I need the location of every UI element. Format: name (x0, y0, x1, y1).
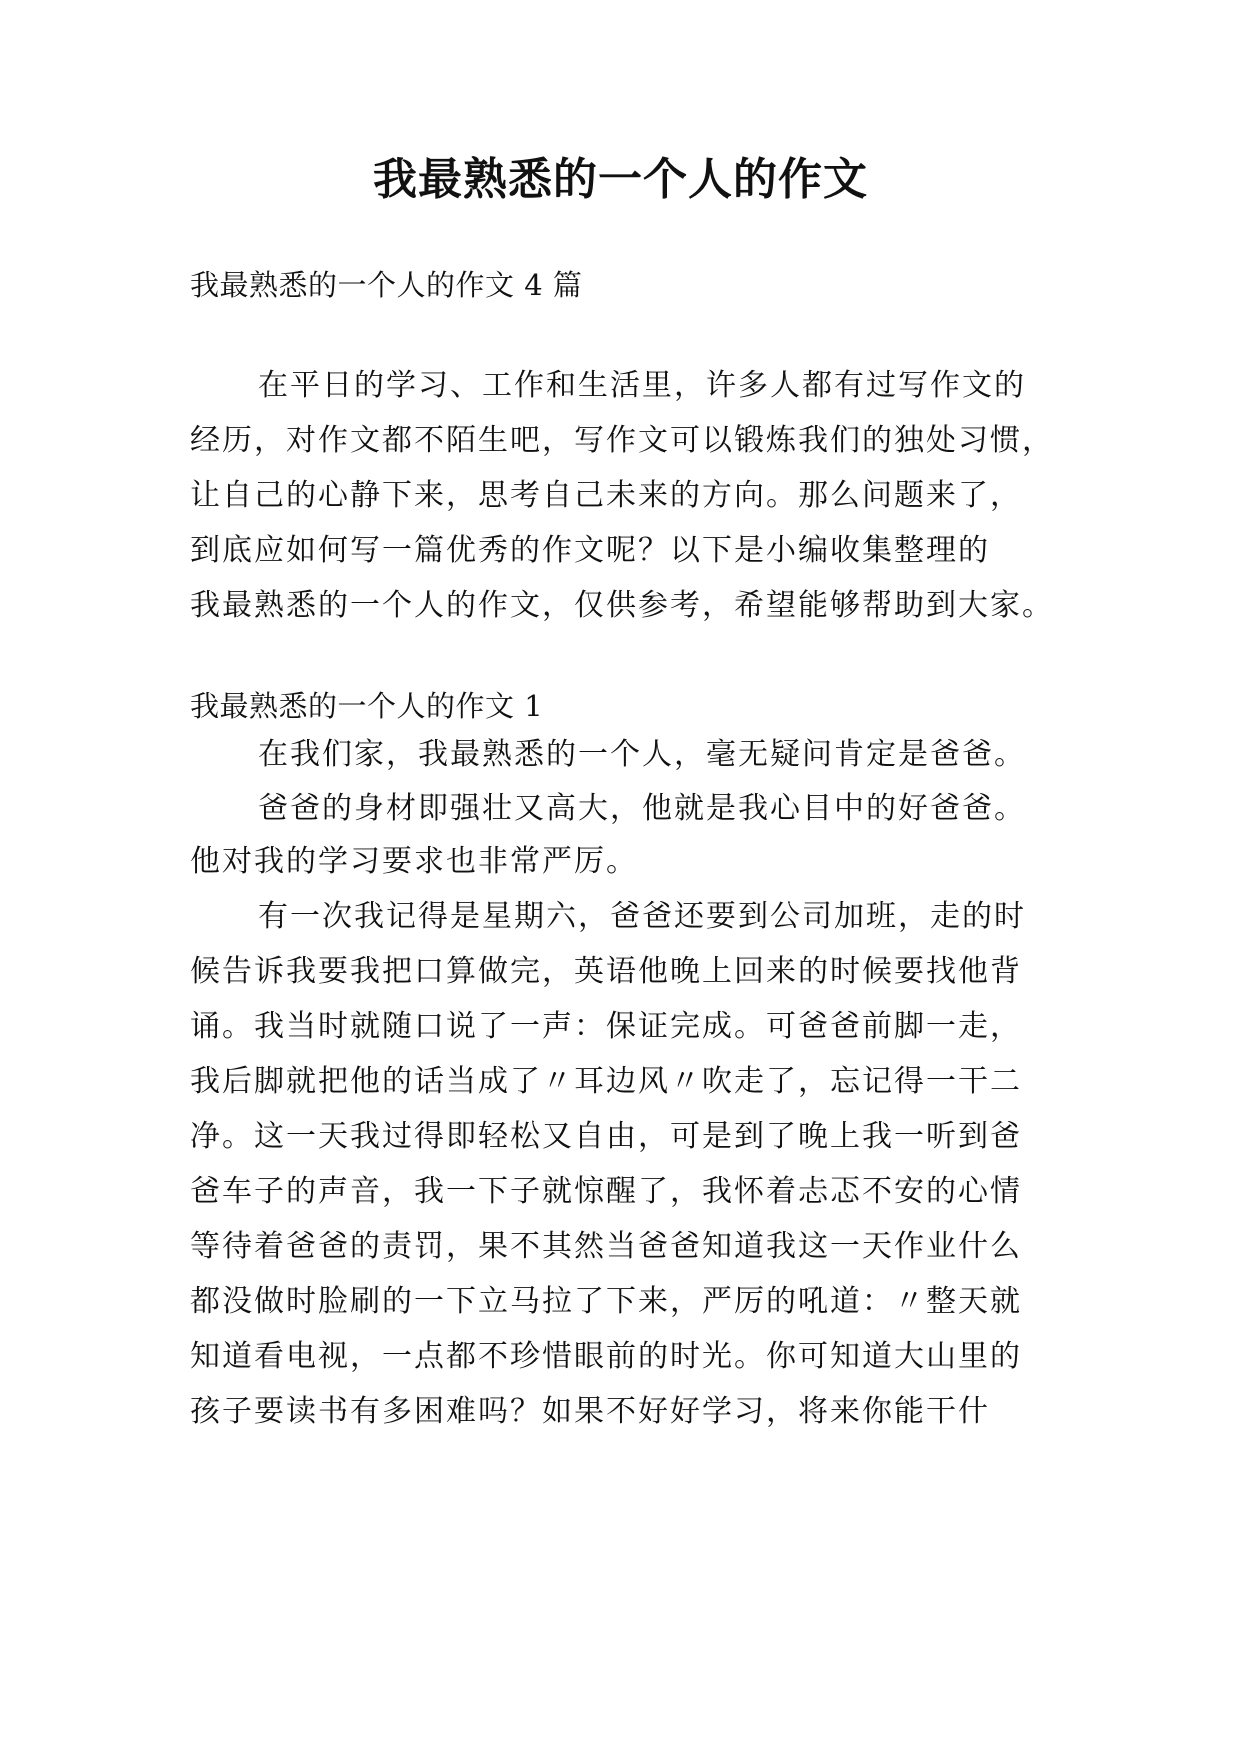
document-title: 我最熟悉的一个人的作文 (373, 154, 868, 205)
section-line: 我后脚就把他的话当成了〃耳边风〃吹走了，忘记得一干二 (190, 1064, 1022, 1099)
section-line: 爸车子的声音，我一下子就惊醒了，我怀着忐忑不安的心情 (190, 1174, 1022, 1209)
section-line: 诵。我当时就随口说了一声：保证完成。可爸爸前脚一走， (190, 1009, 1022, 1044)
section-line: 有一次我记得是星期六，爸爸还要到公司加班，走的时 (258, 899, 1026, 934)
section-line: 在我们家，我最熟悉的一个人，毫无疑问肯定是爸爸。 (258, 737, 1026, 772)
section-line: 知道看电视，一点都不珍惜眼前的时光。你可知道大山里的 (190, 1339, 1022, 1374)
section-line: 候告诉我要我把口算做完，英语他晚上回来的时候要找他背 (190, 954, 1022, 989)
intro-line: 让自己的心静下来，思考自己未来的方向。那么问题来了， (190, 478, 1022, 513)
document-subtitle: 我最熟悉的一个人的作文 4 篇 (190, 268, 583, 302)
intro-line: 经历，对作文都不陌生吧，写作文可以锻炼我们的独处习惯， (190, 423, 1054, 458)
section-line: 孩子要读书有多困难吗？如果不好好学习，将来你能干什 (190, 1394, 990, 1429)
section-line: 等待着爸爸的责罚，果不其然当爸爸知道我这一天作业什么 (190, 1229, 1022, 1264)
section-heading: 我最熟悉的一个人的作文 1 (190, 689, 544, 723)
intro-line: 在平日的学习、工作和生活里，许多人都有过写作文的 (258, 368, 1026, 403)
section-line: 净。这一天我过得即轻松又自由，可是到了晚上我一听到爸 (190, 1119, 1022, 1154)
section-line: 都没做时脸刷的一下立马拉了下来，严厉的吼道：〃整天就 (190, 1284, 1022, 1319)
intro-line: 我最熟悉的一个人的作文，仅供参考，希望能够帮助到大家。 (190, 588, 1054, 623)
section-line: 他对我的学习要求也非常严厉。 (190, 844, 638, 879)
intro-line: 到底应如何写一篇优秀的作文呢？以下是小编收集整理的 (190, 533, 990, 568)
section-line: 爸爸的身材即强壮又高大，他就是我心目中的好爸爸。 (258, 791, 1026, 826)
